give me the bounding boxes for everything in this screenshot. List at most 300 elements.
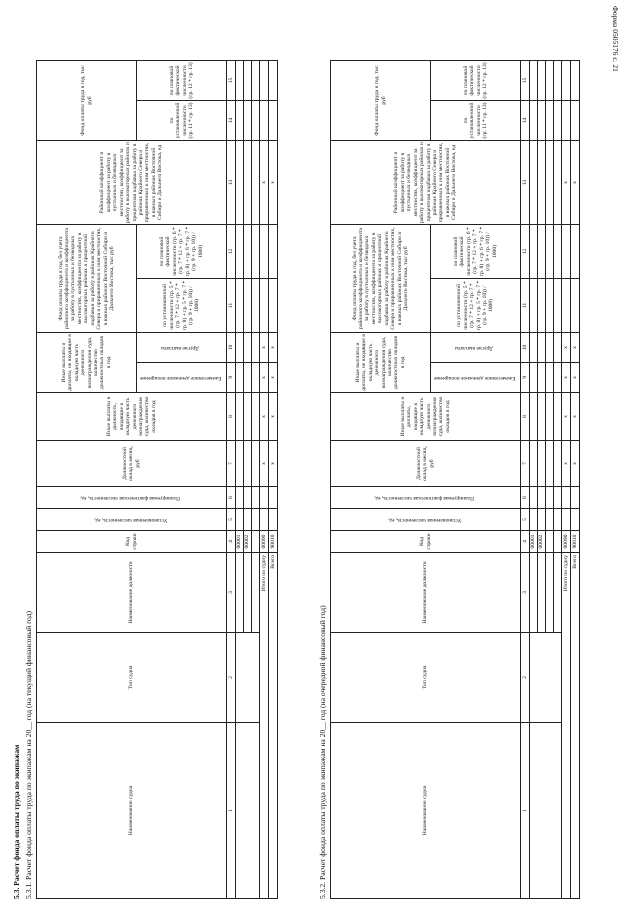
table-cell — [530, 141, 538, 225]
subtotal-label-text: Итого по судну — [260, 555, 267, 592]
x-mark-cell — [260, 441, 269, 487]
header-vessel-name-text: Наименование судна — [422, 785, 429, 836]
column-number — [521, 333, 530, 363]
column-number-text: 5 — [521, 518, 528, 521]
column-number-text: 1 — [227, 809, 234, 812]
line-code-cell — [236, 531, 244, 553]
line-code-cell-text: 00001 — [236, 534, 243, 549]
table-cell — [252, 141, 260, 225]
column-number — [521, 101, 530, 141]
column-number-text: 12 — [521, 248, 528, 255]
header-position-text: Наименование должности — [128, 561, 135, 624]
table-cell — [530, 633, 562, 723]
table-cell — [562, 61, 571, 101]
column-number-text: 3 — [521, 591, 528, 594]
table-cell — [546, 441, 554, 487]
table-cell — [530, 333, 538, 363]
table-cell — [554, 487, 562, 509]
header-other-payments-monthly — [331, 333, 431, 393]
column-number — [227, 487, 236, 509]
x-mark-cell — [562, 441, 571, 487]
table-cell — [236, 363, 244, 393]
x-mark-cell-text: x — [562, 462, 569, 465]
column-number — [227, 333, 236, 363]
table-row — [530, 61, 538, 899]
header-line-code-text: Код строки — [125, 533, 138, 550]
table-cell — [554, 225, 562, 279]
table-cell — [546, 553, 554, 633]
column-number-text: 4 — [227, 540, 234, 543]
table-cell — [269, 101, 278, 141]
table-cell — [538, 393, 546, 441]
header-established-headcount — [37, 509, 227, 531]
table-cell — [260, 509, 269, 531]
table-cell — [554, 101, 562, 141]
x-mark-cell — [571, 363, 580, 393]
table-cell — [546, 279, 554, 333]
table-cell — [244, 363, 252, 393]
column-number — [227, 509, 236, 531]
x-mark-cell-text: x — [562, 346, 569, 349]
header-fund-total-group-text: Фонд оплаты труда в год, тыс руб — [374, 65, 387, 136]
header-fund-total-actual-text: по плановой фактической численности (гр. 12 * гр. 13) — [462, 62, 488, 99]
column-number-text: 13 — [521, 179, 528, 186]
header-planned-headcount — [331, 487, 521, 509]
table-cell — [252, 279, 260, 333]
table-cell — [546, 101, 554, 141]
x-mark-cell — [571, 141, 580, 225]
column-number — [521, 553, 530, 633]
header-vessel-name-text: Наименование судна — [128, 785, 135, 836]
x-mark-cell — [562, 141, 571, 225]
table-cell — [252, 363, 260, 393]
column-number-text: 6 — [521, 496, 528, 499]
header-monthly-bonus — [431, 363, 521, 393]
subtotal-label — [260, 553, 269, 899]
table-cell — [252, 509, 260, 531]
column-number — [521, 531, 530, 553]
table-cell — [546, 487, 554, 509]
header-other-payments-text: Другие выплаты — [455, 344, 494, 351]
header-monthly-salary — [37, 441, 227, 487]
total-code-text: 90010 — [571, 534, 578, 549]
table-cell — [546, 141, 554, 225]
table-cell — [571, 487, 580, 509]
table-cell — [252, 225, 260, 279]
header-line-code — [37, 531, 227, 553]
header-vessel-type-text: Тип судна — [422, 665, 429, 690]
table-cell — [562, 101, 571, 141]
table-cell — [260, 225, 269, 279]
x-mark-cell-text: x — [562, 181, 569, 184]
x-mark-cell-text: x — [571, 346, 578, 349]
table-cell — [538, 553, 546, 633]
table-cell — [530, 393, 538, 441]
line-code-cell-text: 00002 — [538, 534, 545, 549]
x-mark-cell — [269, 363, 278, 393]
header-fund-total-actual-text: по плановой фактической численности (гр. 12 * гр. 13) — [168, 62, 194, 99]
table-cell — [260, 101, 269, 141]
column-number — [227, 141, 236, 225]
column-number-text: 8 — [227, 415, 234, 418]
table-cell — [546, 333, 554, 363]
x-mark-cell-text: x — [269, 415, 276, 418]
header-fund-total-established — [431, 101, 521, 141]
column-number-text: 4 — [521, 540, 528, 543]
line-code-cell — [244, 531, 252, 553]
table-cell — [244, 61, 252, 101]
table-2-title: 5.3.2. Расчет фонда оплаты труда по экипажам на 20__ год (на очередной финансовый год) — [318, 605, 327, 899]
column-number — [521, 363, 530, 393]
header-fund-group-text: Фонд оплаты труда в год, без учета районного коэффициента и коэффициента за работу в пустынных и безводных местностях, коэффициента за работу в высокогорных районах и процентной надбавки за работу в районах Крайнего Севера и приравненных к ним местностях, в южных районах Восточной Сибири и Дальнего Востока, тыс руб — [57, 227, 115, 330]
column-number-text: 7 — [521, 462, 528, 465]
header-monthly-salary — [331, 441, 521, 487]
subtotal-code-text: 00090 — [562, 534, 569, 549]
table-cell — [538, 333, 546, 363]
x-mark-cell-text: x — [562, 376, 569, 379]
column-number — [521, 225, 530, 279]
column-number-text: 3 — [227, 591, 234, 594]
header-row — [37, 61, 137, 899]
subtotal-code — [260, 531, 269, 553]
column-number — [521, 61, 530, 101]
table-cell — [236, 333, 244, 363]
header-fund-established — [137, 279, 227, 333]
table-cell — [562, 487, 571, 509]
table-cell — [236, 101, 244, 141]
table-cell — [546, 509, 554, 531]
x-mark-cell — [269, 393, 278, 441]
table-cell — [269, 487, 278, 509]
x-mark-cell — [260, 141, 269, 225]
x-mark-cell — [562, 333, 571, 363]
table-cell — [571, 279, 580, 333]
table-cell — [554, 61, 562, 101]
table-cell — [252, 487, 260, 509]
header-regional-coef-text: Районный коэффициент и коэффициент за работу в пустынных и безводных местностях, коэффициент за работу в высокогорных районах и процентная надбавка за работу в районах Крайнего Севера и приравненных к ним местностях, в южных районах Восточной Сибири и Дальнего Востока, ед — [99, 142, 164, 223]
line-code-cell — [252, 531, 260, 553]
x-mark-cell — [260, 363, 269, 393]
subtotal-label-text: Итого по судну — [562, 555, 569, 592]
subtotal-code-text: 00090 — [260, 534, 267, 549]
header-line-code-text: Код строки — [419, 533, 432, 550]
header-fund-group-text: Фонд оплаты труда в год, без учета районного коэффициента и коэффициента за работу в пустынных и безводных местностях, коэффициента за работу в высокогорных районах и процентной надбавки за работу в районах Крайнего Севера и приравненных к ним местностях, в южных районах Восточной Сибири и Дальнего Востока, тыс руб — [351, 227, 409, 330]
header-fund-group — [331, 225, 431, 333]
column-number-text: 6 — [227, 496, 234, 499]
table-cell — [538, 279, 546, 333]
table-cell — [562, 225, 571, 279]
table-cell — [260, 487, 269, 509]
table-cell — [546, 363, 554, 393]
x-mark-cell-text: x — [269, 376, 276, 379]
table-cell — [538, 101, 546, 141]
x-mark-cell-text: x — [571, 181, 578, 184]
x-mark-cell-text: x — [562, 415, 569, 418]
table-cell — [252, 393, 260, 441]
subtotal-row — [562, 61, 571, 899]
header-position — [331, 553, 521, 633]
column-number-text: 14 — [227, 117, 234, 124]
header-other-payments-monthly — [37, 333, 137, 393]
total-code — [269, 531, 278, 553]
column-number-text: 2 — [521, 676, 528, 679]
table-cell — [252, 101, 260, 141]
x-mark-cell — [269, 441, 278, 487]
x-mark-cell-text: x — [571, 462, 578, 465]
header-vessel-type — [37, 633, 227, 723]
column-number — [227, 553, 236, 633]
header-fund-total-group-text: Фонд оплаты труда в год, тыс руб — [80, 65, 93, 136]
header-line-code — [331, 531, 521, 553]
table-cell — [260, 61, 269, 101]
table-cell — [236, 487, 244, 509]
table-cell — [236, 393, 244, 441]
column-number — [227, 393, 236, 441]
table-cell — [530, 487, 538, 509]
table-cell — [530, 279, 538, 333]
table-cell — [554, 509, 562, 531]
header-planned-headcount — [37, 487, 227, 509]
total-row — [269, 61, 278, 899]
column-number-text: 14 — [521, 117, 528, 124]
table-cell — [571, 101, 580, 141]
x-mark-cell — [562, 393, 571, 441]
column-number-row — [521, 61, 530, 899]
line-code-cell-text: 00002 — [244, 534, 251, 549]
x-mark-cell-text: x — [260, 376, 267, 379]
table-cell — [244, 487, 252, 509]
table-cell — [554, 279, 562, 333]
line-code-cell-text: 00001 — [530, 534, 537, 549]
table-cell — [236, 225, 244, 279]
header-fund-actual-text: по плановой фактической численности (гр. 6 * (гр. 7 * 12 + гр. 7 * гр. 8) + гр. 6 * гр. 7 * (гр. 9 + гр. 10)) / 1000) — [453, 226, 498, 277]
table-cell — [530, 61, 538, 101]
table-cell — [236, 633, 260, 723]
table-cell — [538, 487, 546, 509]
table-row — [236, 61, 244, 899]
table-cell — [530, 553, 538, 633]
table-cell — [252, 333, 260, 363]
table-cell — [244, 553, 252, 633]
table-cell — [571, 225, 580, 279]
x-mark-cell — [571, 441, 580, 487]
header-established-headcount-text: Установленная численность, ед. — [387, 516, 462, 523]
column-number — [521, 441, 530, 487]
line-code-cell — [538, 531, 546, 553]
header-regional-coef-text: Районный коэффициент и коэффициент за работу в пустынных и безводных местностях, коэффициент за работу в высокогорных районах и процентная надбавка за работу в районах Крайнего Севера и приравненных к ним местностях, в южных районах Восточной Сибири и Дальнего Востока, ед — [393, 142, 458, 223]
header-other-payments-monthly-text: Иные выплаты и доплаты, не входящие в окладную часть денежного вознаграждения суда, количество должностных окладов в год — [60, 334, 112, 391]
fund-table-2 — [330, 60, 580, 899]
table-cell — [546, 61, 554, 101]
column-number-text: 8 — [521, 415, 528, 418]
table-cell — [530, 509, 538, 531]
total-label-text: Всего — [269, 555, 276, 569]
header-vessel-type — [331, 633, 521, 723]
table-cell — [530, 723, 562, 899]
header-other-payments-text: Другие выплаты — [161, 344, 200, 351]
line-code-cell — [554, 531, 562, 553]
column-number-text: 7 — [227, 462, 234, 465]
header-monthly-bonus-text: Ежемесячное денежное поощрение — [433, 374, 516, 381]
table-cell — [530, 101, 538, 141]
table-cell — [554, 141, 562, 225]
table-cell — [554, 553, 562, 633]
column-number-text: 1 — [521, 809, 528, 812]
column-number-text: 11 — [227, 302, 234, 309]
x-mark-cell-text: x — [260, 415, 267, 418]
header-fund-actual — [137, 225, 227, 279]
table-cell — [236, 509, 244, 531]
x-mark-cell-text: x — [571, 376, 578, 379]
column-number — [227, 101, 236, 141]
table-cell — [530, 363, 538, 393]
total-label — [269, 553, 278, 899]
x-mark-cell — [562, 363, 571, 393]
column-number — [227, 225, 236, 279]
header-row — [331, 61, 431, 899]
table-cell — [244, 141, 252, 225]
column-number — [521, 279, 530, 333]
column-number — [227, 531, 236, 553]
header-fund-total-established-text: по установленной численности (гр. 11 * гр. 13) — [168, 102, 194, 139]
header-other-payments — [137, 333, 227, 363]
column-number — [521, 633, 530, 723]
header-other-payments — [431, 333, 521, 363]
table-1-title: 5.3.1. Расчет фонда оплаты труда по экипажам на 20__ год (на текущий финансовый год) — [24, 610, 33, 899]
table-cell — [571, 61, 580, 101]
column-number-text: 9 — [227, 376, 234, 379]
table-cell — [244, 101, 252, 141]
x-mark-cell — [269, 141, 278, 225]
header-vessel-name — [37, 723, 227, 899]
header-vessel-name — [331, 723, 521, 899]
header-vessel-type-text: Тип судна — [128, 665, 135, 690]
column-number — [521, 723, 530, 899]
header-planned-headcount-text: Планируемая фактическая численность, ед. — [80, 494, 181, 501]
column-number-text: 9 — [521, 376, 528, 379]
table-cell — [269, 279, 278, 333]
total-row — [571, 61, 580, 899]
column-number — [227, 723, 236, 899]
table-cell — [546, 225, 554, 279]
header-fund-total-group — [331, 61, 431, 141]
header-fund-total-actual — [431, 61, 521, 101]
column-number-text: 10 — [227, 344, 234, 351]
column-number-text: 13 — [227, 179, 234, 186]
x-mark-cell — [571, 393, 580, 441]
total-code — [571, 531, 580, 553]
column-number — [227, 61, 236, 101]
column-number-text: 11 — [521, 302, 528, 309]
header-fund-established-text: по установленной численности (гр. 5 * (гр. 7 * 12 + гр. 7 * гр. 8) + гр. 5 * гр. 7 * (гр. 9 + гр. 10)) / 1000) — [162, 280, 201, 331]
header-position — [37, 553, 227, 633]
table-cell — [538, 509, 546, 531]
table-cell — [538, 441, 546, 487]
column-number-text: 2 — [227, 676, 234, 679]
header-other-payments-monthly-text: Иные выплаты и доплаты, не входящие в окладную часть денежного вознаграждения суда, количество должностных окладов в год — [354, 334, 406, 391]
x-mark-cell — [260, 333, 269, 363]
header-fund-established — [431, 279, 521, 333]
column-number — [227, 633, 236, 723]
column-number — [521, 509, 530, 531]
column-number — [227, 363, 236, 393]
table-cell — [562, 509, 571, 531]
x-mark-cell-text: x — [260, 462, 267, 465]
column-number — [227, 441, 236, 487]
x-mark-cell-text: x — [260, 346, 267, 349]
table-cell — [252, 441, 260, 487]
table-cell — [244, 441, 252, 487]
x-mark-cell — [260, 393, 269, 441]
table-cell — [269, 61, 278, 101]
table-cell — [530, 225, 538, 279]
table-cell — [236, 61, 244, 101]
table-cell — [244, 225, 252, 279]
table-cell — [538, 141, 546, 225]
x-mark-cell-text: x — [269, 346, 276, 349]
form-id: Форма 0505176 с. 21 — [611, 6, 620, 72]
header-fund-established-text: по установленной численности (гр. 5 * (гр. 7 * 12 + гр. 7 * гр. 8) + гр. 5 * гр. 7 * (гр. 9 + гр. 10)) / 1000) — [456, 280, 495, 331]
total-label — [571, 553, 580, 899]
x-mark-cell-text: x — [269, 181, 276, 184]
header-monthly-salary-text: Должностной оклад в месяц, руб — [121, 446, 141, 481]
header-fund-total-established — [137, 101, 227, 141]
table-cell — [236, 141, 244, 225]
table-cell — [236, 279, 244, 333]
subtotal-row — [260, 61, 269, 899]
table-cell — [538, 225, 546, 279]
table-cell — [269, 225, 278, 279]
header-other-payments-salaries — [37, 393, 227, 441]
table-cell — [244, 279, 252, 333]
header-fund-actual-text: по плановой фактической численности (гр. 6 * (гр. 7 * 12 + гр. 7 * гр. 8) + гр. 6 * гр. 7 * (гр. 9 + гр. 10)) / 1000) — [159, 226, 204, 277]
subtotal-label — [562, 553, 571, 899]
table-cell — [554, 393, 562, 441]
column-number-text: 10 — [521, 344, 528, 351]
table-cell — [554, 441, 562, 487]
column-number-text: 15 — [227, 77, 234, 84]
header-other-payments-salaries-text: Иные выплаты и доплаты, входящие в окладную часть денежного вознаграждения суда, количество окладов в год — [399, 396, 451, 437]
table-cell — [260, 279, 269, 333]
header-monthly-bonus-text: Ежемесячное денежное поощрение — [139, 374, 222, 381]
total-code-text: 90010 — [269, 534, 276, 549]
table-cell — [554, 333, 562, 363]
table-cell — [236, 553, 244, 633]
x-mark-cell-text: x — [571, 415, 578, 418]
table-cell — [530, 441, 538, 487]
column-number-text: 15 — [521, 77, 528, 84]
header-fund-total-established-text: по установленной численности (гр. 11 * гр. 13) — [462, 102, 488, 139]
table-cell — [571, 509, 580, 531]
header-fund-actual — [431, 225, 521, 279]
table-cell — [538, 363, 546, 393]
table-cell — [252, 553, 260, 633]
column-number-text: 12 — [227, 248, 234, 255]
subtotal-code — [562, 531, 571, 553]
header-established-headcount-text: Установленная численность, ед. — [93, 516, 168, 523]
header-fund-total-group — [37, 61, 137, 141]
table-cell — [236, 723, 260, 899]
header-other-payments-salaries — [331, 393, 521, 441]
column-number — [227, 279, 236, 333]
table-cell — [236, 441, 244, 487]
header-monthly-salary-text: Должностной оклад в месяц, руб — [415, 446, 435, 481]
x-mark-cell-text: x — [260, 181, 267, 184]
column-number — [521, 393, 530, 441]
table-cell — [252, 61, 260, 101]
header-regional-coef — [331, 141, 521, 225]
header-established-headcount — [331, 509, 521, 531]
